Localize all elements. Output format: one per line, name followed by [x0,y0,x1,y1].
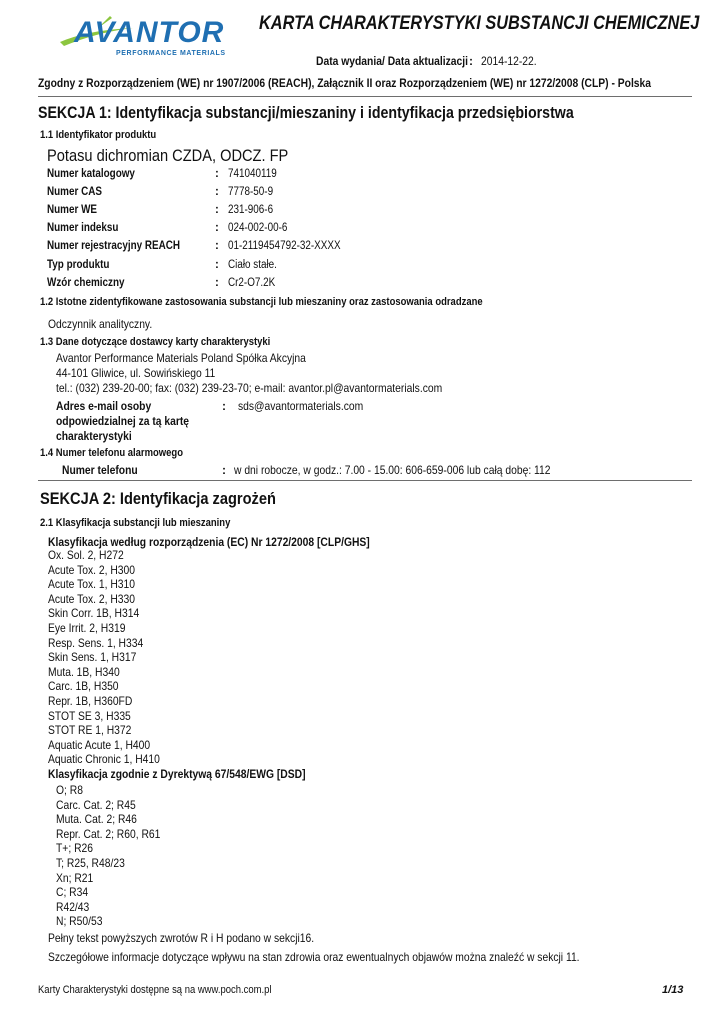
dsd-classification-list [56,783,160,929]
section1-sub3: 1.3 Dane dotyczące dostawcy karty charakterystyki [40,336,271,348]
clp-item: STOT SE 3, H335 [48,708,131,723]
clp-item: Acute Tox. 2, H330 [48,591,136,606]
page-number: 1/13 [662,984,684,996]
dsd-item: Carc. Cat. 2; R45 [56,797,136,812]
intended-use: Odczynnik analityczny. [48,317,153,331]
clp-item: Aquatic Chronic 1, H410 [48,752,160,767]
email-label-line: odpowiedzialnej za tą kartę [56,414,190,428]
identifier-value: 7778-50-9 [228,186,274,198]
dsd-item: Muta. Cat. 2; R46 [56,812,137,827]
identifier-label: Numer WE [47,204,98,216]
regulation-line: Zgodny z Rozporządzeniem (WE) nr 1907/2006 (REACH), Załącznik II oraz Rozporządzeniem (WE) nr 1272/2008 (CLP) - Polska [38,76,652,90]
product-name: Potasu dichromian CZDA, ODCZ. FP [47,146,289,165]
identifier-row [0,259,725,277]
clp-item: Ox. Sol. 2, H272 [48,548,124,562]
identifier-label: Typ produktu [47,259,110,271]
clp-classification-list [48,548,160,767]
section2-title: SEKCJA 2: Identyfikacja zagrożeń [40,489,276,508]
section2-sub1: 2.1 Klasyfikacja substancji lub mieszaniny [40,517,231,529]
logo-wordmark: AVANTOR [74,16,225,49]
identifier-value: 231-906-6 [228,204,274,216]
clp-item: Resp. Sens. 1, H334 [48,635,144,650]
dsd-item: O; R8 [56,783,83,797]
document-title: KARTA CHARAKTERYSTYKI SUBSTANCJI CHEMICZNEJ [259,13,700,34]
responsible-email-label [56,399,226,444]
section1-title: SEKCJA 1: Identyfikacja substancji/mieszaniny i identyfikacja przedsiębiorstwa [38,104,574,122]
dsd-item: C; R34 [56,885,89,900]
identifier-value: 01-2119454792-32-XXXX [228,240,341,252]
identifier-value: Ciało stałe. [228,259,277,271]
dsd-item: T+; R26 [56,841,94,856]
product-identifiers [0,168,725,296]
identifier-row [0,222,725,240]
identifier-row [0,168,725,186]
avantor-logo [58,12,238,64]
clp-item: Skin Corr. 1B, H314 [48,606,140,621]
identifier-colon: : [215,240,219,252]
identifier-colon: : [215,186,219,198]
phone-value: w dni robocze, w godz.: 7.00 - 15.00: 606-659-006 lub całą dobę: 112 [234,463,551,477]
dsd-item: Xn; R21 [56,870,94,885]
full-text-note: Pełny tekst powyższych zwrotów R i H podano w sekcji16. [48,931,315,945]
section1-sub4: 1.4 Numer telefonu alarmowego [40,447,183,459]
clp-item: Acute Tox. 1, H310 [48,577,136,592]
identifier-row [0,277,725,295]
clp-item: Acute Tox. 2, H300 [48,562,136,577]
identifier-row [0,240,725,258]
identifier-label: Numer indeksu [47,222,119,234]
identifier-colon: : [215,222,219,234]
identifier-label: Numer CAS [47,186,102,198]
clp-item: Repr. 1B, H360FD [48,693,133,708]
identifier-value: 024-002-00-6 [228,222,288,234]
identifier-label: Wzór chemiczny [47,277,125,289]
date-label: Data wydania/ Data aktualizacji [316,54,469,68]
section1-sub1: 1.1 Identyfikator produktu [40,129,157,141]
health-info-note: Szczegółowe informacje dotyczące wpływu na stan zdrowia oraz ewentualnych objawów można znaleźć w sekcji 11. [48,950,580,964]
clp-item: Aquatic Acute 1, H400 [48,737,151,752]
date-colon: : [469,54,473,68]
footer-link-text: Karty Charakterystyki dostępne są na www.poch.com.pl [38,984,272,996]
dsd-item: R42/43 [56,899,90,914]
identifier-colon: : [215,168,219,180]
supplier-line: 44-101 Gliwice, ul. Sowińskiego 11 [56,366,216,380]
date-value: 2014-12-22. [481,54,537,68]
supplier-line: Avantor Performance Materials Poland Spółka Akcyjna [56,351,306,365]
dsd-item: N; R50/53 [56,914,103,929]
supplier-details [56,351,696,397]
clp-heading: Klasyfikacja według rozporządzenia (EC) Nr 1272/2008 [CLP/GHS] [48,535,370,549]
email-label-line: Adres e-mail osoby [56,399,152,413]
identifier-colon: : [215,259,219,271]
identifier-value: Cr2-O7.2K [228,277,276,289]
responsible-email-link[interactable]: sds@avantormaterials.com [238,399,364,413]
dsd-heading: Klasyfikacja zgodnie z Dyrektywą 67/548/EWG [DSD] [48,767,306,781]
clp-item: STOT RE 1, H372 [48,723,132,738]
identifier-colon: : [215,204,219,216]
dsd-item: Repr. Cat. 2; R60, R61 [56,826,161,841]
supplier-line: tel.: (032) 239-20-00; fax: (032) 239-23-70; e-mail: avantor.pl@avantormaterials.com [56,381,443,395]
clp-item: Eye Irrit. 2, H319 [48,620,126,635]
identifier-colon: : [215,277,219,289]
email-label-line: charakterystyki [56,429,132,443]
phone-label: Numer telefonu [62,463,138,477]
logo-tagline: PERFORMANCE MATERIALS [116,50,226,57]
email-colon: : [222,399,226,413]
identifier-value: 741040119 [228,168,277,180]
clp-item: Carc. 1B, H350 [48,679,119,694]
phone-colon: : [222,463,226,477]
header-divider [38,96,692,97]
dsd-item: T; R25, R48/23 [56,855,125,870]
identifier-label: Numer rejestracyjny REACH [47,240,181,252]
section-divider [38,480,692,481]
clp-item: Muta. 1B, H340 [48,664,120,679]
identifier-label: Numer katalogowy [47,168,135,180]
section1-sub2: 1.2 Istotne zidentyfikowane zastosowania substancji lub mieszaniny oraz zastosowania odradzane [40,296,483,308]
identifier-row [0,204,725,222]
clp-item: Skin Sens. 1, H317 [48,650,137,665]
identifier-row [0,186,725,204]
